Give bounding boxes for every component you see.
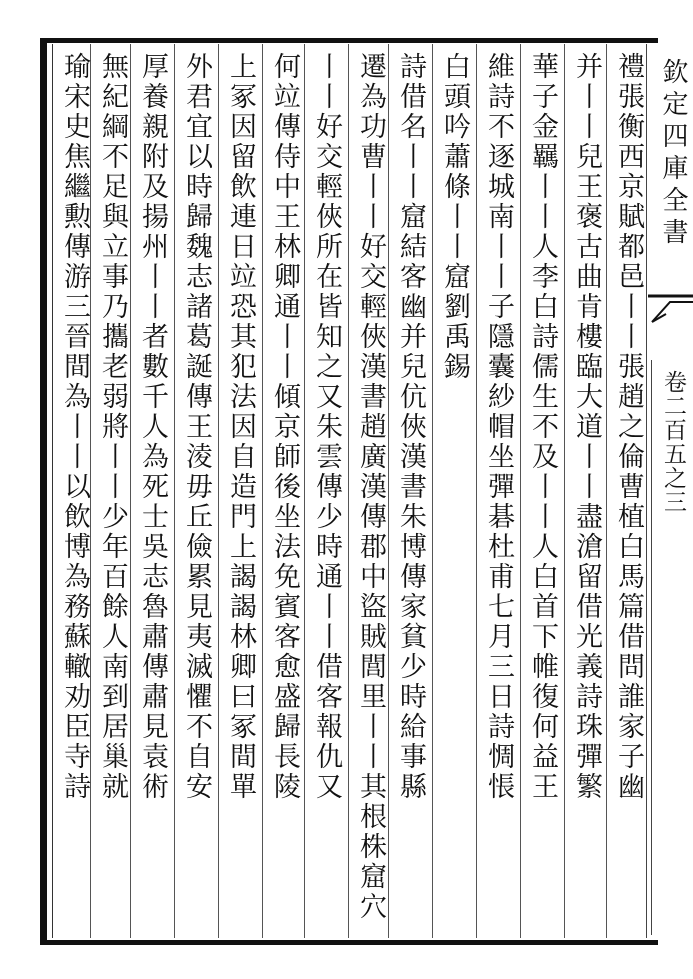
text-column-2: 并丨丨兒王褒古曲肯樓臨大道丨丨盡滄留借光義詩珠彈繁 <box>571 52 602 802</box>
text-column-1: 禮張衡西京賦都邑丨丨張趙之倫曹植白馬篇借問誰家子幽 <box>613 52 644 802</box>
text-column-11: 外君宜以時歸魏志諸葛誕傳王淩毋丘儉累見夷滅懼不自安 <box>181 52 212 802</box>
frame-left-border <box>40 38 47 945</box>
text-column-14: 瑜宋史焦繼勲傳游三晉間為丨丨以飲博為務蘇轍劝臣寺詩 <box>59 52 90 802</box>
frame-bottom-border <box>40 940 658 945</box>
text-column-10: 上冢因留飲連日竝恐其犯法因自造門上謁謁林卿曰冢間單 <box>225 52 256 802</box>
text-column-9: 何竝傳侍中王林卿通丨丨傾京師後坐法免賓客愈盛歸長陵 <box>269 52 300 802</box>
book-title: 欽定四庫全書 <box>658 58 688 250</box>
frame-left-inner-rule <box>52 44 53 938</box>
text-column-7: 遷為功曹丨丨好交輕俠漢書趙廣漢傳郡中盜賊閭里丨丨其根株窟穴 <box>355 52 386 922</box>
text-column-4: 維詩不逐城南丨丨子隱囊紗帽坐彈碁杜甫七月三日詩惆悵 <box>483 52 514 802</box>
volume-label: 卷二百五之三 <box>660 370 686 514</box>
frame-right-rule <box>646 44 647 938</box>
text-column-6: 詩借名丨丨窟結客幽并兒伉俠漢書朱博傳家貧少時給事縣 <box>395 52 426 802</box>
fishtail-mark-icon <box>648 292 693 326</box>
text-column-3: 華子金羈丨丨人李白詩儒生不及丨丨人白首下帷復何益王 <box>527 52 558 802</box>
text-column-13: 無紀綱不足與立事乃攜老弱將丨丨少年百餘人南到居巢就 <box>97 52 128 802</box>
margin-rule <box>651 360 652 935</box>
text-column-5: 白頭吟蕭條丨丨窟劉禹錫 <box>439 52 470 382</box>
text-column-12: 厚養親附及揚州丨丨者數千人為死士吳志魯肅傳肅見袁術 <box>137 52 168 802</box>
text-column-8: 丨丨好交輕俠所在皆知之又朱雲傳少時通丨丨借客報仇又 <box>311 52 342 802</box>
frame-top-border <box>40 38 658 43</box>
